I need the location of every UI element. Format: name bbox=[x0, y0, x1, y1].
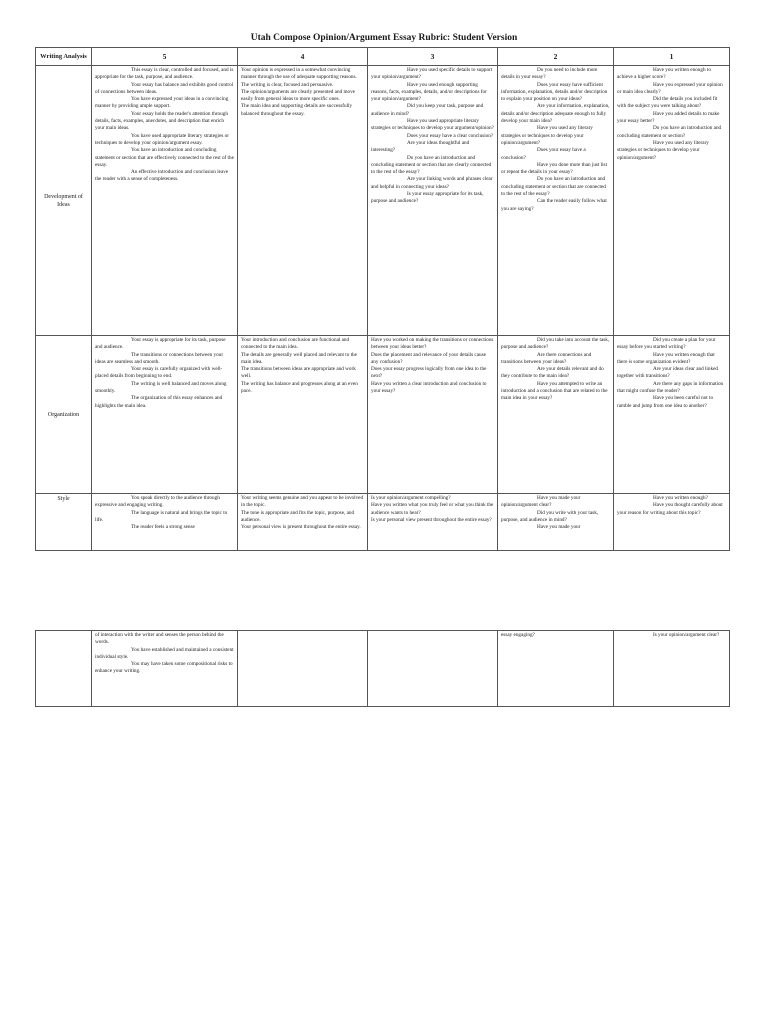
cell-organization-3 bbox=[368, 336, 498, 494]
rubric-row-organization bbox=[36, 336, 730, 494]
cell-style-3 bbox=[368, 494, 498, 551]
cell-style-cont-5 bbox=[92, 631, 238, 707]
cell-style-2 bbox=[498, 494, 614, 551]
rubric-statement: Does your essay progress logically from one idea to the next? bbox=[371, 366, 487, 380]
rubric-statement: An effective introduction and conclusion leave the reader with a sense of completeness. bbox=[95, 169, 229, 183]
rubric-statement: Is your opinion/argument clear? bbox=[653, 632, 720, 638]
rubric-statement: The language is natural and brings the topic to life. bbox=[95, 509, 228, 523]
header-score-5: 5 bbox=[92, 48, 238, 66]
cell-style-1 bbox=[614, 494, 730, 551]
rubric-statement: Have you written enough? bbox=[653, 495, 708, 501]
rubric-statement: Your essay is carefully organized with well-placed details from beginning to end. bbox=[95, 366, 223, 380]
rubric-statement: Have you written enough that there is some organization evident? bbox=[617, 351, 715, 365]
row-label-organization: Organization bbox=[36, 336, 92, 494]
rubric-statement: of interaction with the writer and senses the person behind the words. bbox=[95, 632, 224, 646]
rubric-statement: Does your essay have a conclusion? bbox=[501, 147, 586, 161]
header-score-1: 1 bbox=[614, 48, 730, 66]
rubric-statement: Is your personal view present throughout the entire essay? bbox=[371, 516, 492, 523]
rubric-statement: Do you have an introduction and concluding statement or section? bbox=[617, 125, 722, 139]
rubric-statement: Your essay has balance and exhibits good control of connections between ideas. bbox=[95, 81, 234, 95]
rubric-statement: Are your ideas thoughtful and interesting? bbox=[371, 139, 470, 154]
row-label-empty bbox=[36, 631, 92, 707]
rubric-statement: Does your essay have sufficient information, explanation, details and/or description to explain your position on your ideas? bbox=[501, 81, 608, 103]
cell-style-cont-3 bbox=[368, 631, 498, 707]
rubric-statement: Is your opinion/argument compelling? bbox=[371, 495, 451, 501]
rubric-statement: This essay is clear, controlled and focused, and is appropriate for the task, purpose, and audience. bbox=[95, 67, 234, 81]
rubric-statement: The tone is appropriate and fits the topic, purpose, and audience. bbox=[241, 509, 355, 523]
rubric-statement: Are there any gaps in information that might confuse the reader? bbox=[617, 380, 724, 395]
cell-style-5 bbox=[92, 494, 238, 551]
rubric-statement: Are your information, explanation, details and/or description adequate enough to fully develop your main idea? bbox=[501, 103, 610, 125]
rubric-statement: The writing is clear, focused and persuasive. bbox=[241, 81, 334, 88]
rubric-statement: Have you used enough supporting reasons, facts, examples, details, and/or descriptions for your opinion/argument? bbox=[371, 81, 487, 103]
rubric-statement: Have you worked on making the transitions or connections between your ideas better? bbox=[371, 337, 494, 351]
cell-organization-2 bbox=[498, 336, 614, 494]
rubric-statement: The transitions or connections between your ideas are seamless and smooth. bbox=[95, 351, 224, 365]
rubric-statement: You have an introduction and concluding statement or section that are effectively connected to the rest of the essay. bbox=[95, 147, 234, 168]
rubric-statement: Does the placement and relevance of your details cause any confusion? bbox=[371, 351, 486, 365]
rubric-statement: Do you need to include more details in your essay? bbox=[501, 67, 598, 81]
rubric-statement: Did you write with your task, purpose, and audience in mind? bbox=[501, 509, 599, 523]
rubric-row-development bbox=[36, 66, 730, 336]
rubric-statement: Are there connections and transitions between your ideas? bbox=[501, 351, 592, 365]
rubric-statement: Do you have an introduction and concluding statement or section that are connected to the rest of the essay? bbox=[501, 176, 606, 198]
rubric-statement: You have expressed your ideas in a convincing manner by providing ample support. bbox=[95, 96, 229, 110]
rubric-row-style bbox=[36, 494, 730, 551]
rubric-statement: Have you expressed your opinion or main idea clearly? bbox=[617, 81, 723, 95]
rubric-statement: essay engaging? bbox=[501, 632, 535, 638]
rubric-statement: Have you made your opinion/argument clear? bbox=[501, 495, 581, 509]
rubric-statement: Have you attempted to write an introduction and a conclusion that are related to the main idea in your essay? bbox=[501, 380, 608, 402]
rubric-statement: Have you thought carefully about your reason for writing about this topic? bbox=[617, 502, 723, 516]
document-title: Utah Compose Opinion/Argument Essay Rubric: Student Version bbox=[250, 33, 518, 43]
rubric-statement: The organization of this essay enhances and highlights the main idea. bbox=[95, 395, 223, 409]
rubric-statement: You speak directly to the audience through expressive and engaging writing. bbox=[95, 495, 220, 509]
header-writing-analysis: Writing Analysis bbox=[36, 48, 92, 66]
rubric-statement: Have you been careful not to ramble and jump from one idea to another? bbox=[617, 395, 714, 409]
rubric-statement: You may have taken some compositional risks to enhance your writing. bbox=[95, 661, 233, 675]
rubric-statement: Did you create a plan for your essay before you started writing? bbox=[617, 337, 716, 351]
cell-organization-5 bbox=[92, 336, 238, 494]
rubric-statement: Do you have an introduction and concluding statement or section that are clearly connected to the rest of the essay? bbox=[371, 154, 492, 176]
rubric-statement: Have you used specific details to support your opinion/argument? bbox=[371, 67, 493, 81]
rubric-statement: The opinion/arguments are clearly presented and move easily from general ideas to more specific ones. bbox=[241, 88, 355, 103]
rubric-statement: Have you written what you truly feel or what you think the audience wants to hear? bbox=[371, 502, 494, 516]
cell-style-4 bbox=[238, 494, 368, 551]
rubric-statement: Can the reader easily follow what you are saying? bbox=[501, 198, 607, 212]
rubric-statement: Have you used appropriate literary strategies or techniques to develop your argument/opinion? bbox=[371, 118, 494, 132]
rubric-statement: Does your essay have a clear conclusion? bbox=[407, 132, 494, 139]
rubric-table bbox=[35, 47, 730, 551]
rubric-statement: Your introduction and conclusion are functional and connected to the main idea. bbox=[241, 337, 350, 351]
rubric-statement: Did you keep your task, purpose and audience in mind? bbox=[371, 103, 484, 117]
cell-style-cont-4 bbox=[238, 631, 368, 707]
cell-style-cont-1 bbox=[614, 631, 730, 707]
rubric-statement: The details are generally well placed and relevant to the main idea. bbox=[241, 351, 357, 365]
rubric-statement: The transitions between ideas are appropriate and work well. bbox=[241, 366, 356, 380]
rubric-statement: Your writing seems genuine and you appear to be involved in the topic. bbox=[241, 495, 364, 509]
rubric-statement: The writing has balance and progresses along at an even pace. bbox=[241, 380, 358, 395]
rubric-statement: Is your essay appropriate for its task, purpose and audience? bbox=[371, 191, 484, 205]
rubric-statement: Did the details you included fit with the subject you were talking about? bbox=[617, 96, 718, 110]
rubric-statement: Your personal view is present throughout the entire essay. bbox=[241, 524, 361, 531]
rubric-statement: Are your details relevant and do they contribute to the main idea? bbox=[501, 366, 604, 380]
cell-development-4 bbox=[238, 66, 368, 336]
cell-development-2 bbox=[498, 66, 614, 336]
rubric-statement: Have you done more than just list or repeat the details in your essay? bbox=[501, 161, 608, 176]
rubric-statement: Have you written enough to achieve a higher score? bbox=[617, 67, 711, 81]
rubric-statement: Your essay is appropriate for its task, purpose and audience. bbox=[95, 337, 226, 351]
rubric-statement: The reader feels a strong sense bbox=[131, 524, 195, 531]
rubric-statement: Have you used any literary strategies or techniques to develop your opinion/argument? bbox=[501, 125, 593, 146]
rubric-statement: Are your linking words and phrases clear and helpful in connecting your ideas? bbox=[371, 176, 493, 190]
rubric-statement: You have established and maintained a consistent individual style. bbox=[95, 646, 234, 660]
cell-development-3 bbox=[368, 66, 498, 336]
header-score-4: 4 bbox=[238, 48, 368, 66]
header-score-2: 2 bbox=[498, 48, 614, 66]
rubric-statement: Have you made your bbox=[537, 524, 581, 531]
header-row bbox=[36, 48, 730, 66]
cell-organization-4 bbox=[238, 336, 368, 494]
header-score-3: 3 bbox=[368, 48, 498, 66]
rubric-statement: Did you take into account the task, purpose and audience? bbox=[501, 337, 610, 351]
rubric-table-continued bbox=[35, 630, 730, 707]
rubric-statement: Your essay holds the reader's attention through details, facts, examples, anecdotes, and description that enrich your main ideas. bbox=[95, 110, 228, 132]
rubric-statement: You have used appropriate literary strategies or techniques to develop your opinion/argument essay. bbox=[95, 132, 230, 146]
rubric-row-style-continued bbox=[36, 631, 730, 707]
row-label-development: Development of Ideas bbox=[36, 66, 92, 336]
cell-organization-1 bbox=[614, 336, 730, 494]
cell-style-cont-2 bbox=[498, 631, 614, 707]
cell-development-1 bbox=[614, 66, 730, 336]
rubric-statement: The writing is well balanced and moves along smoothly. bbox=[95, 380, 227, 395]
rubric-statement: Have you used any literary strategies or techniques to develop your opinion/argument? bbox=[617, 139, 709, 161]
rubric-statement: Your opinion is expressed in a somewhat convincing manner through the use of adequate supporting reasons. bbox=[241, 67, 357, 81]
cell-development-5 bbox=[92, 66, 238, 336]
rubric-statement: Are your ideas clear and linked together with transitions? bbox=[617, 366, 718, 380]
rubric-statement: The main idea and supporting details are successfully balanced throughout the essay. bbox=[241, 103, 353, 117]
rubric-statement: Have you written a clear introduction and conclusion to your essay? bbox=[371, 380, 487, 395]
rubric-statement: Have you added details to make your essay better? bbox=[617, 110, 720, 125]
row-label-style: Style bbox=[36, 494, 92, 551]
